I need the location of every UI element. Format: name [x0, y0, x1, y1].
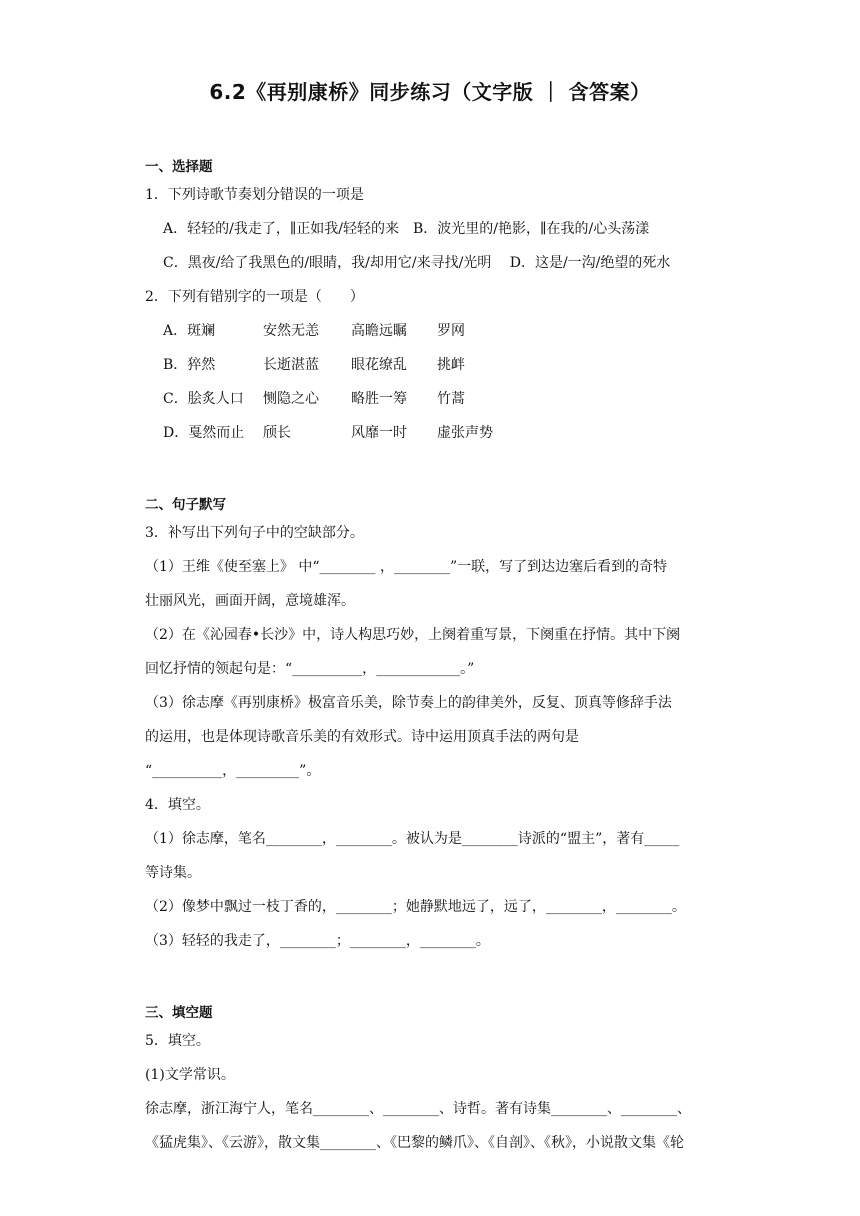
section-heading-fill-blank: 三、填空题	[145, 1005, 213, 1021]
question-2-option-b	[163, 356, 465, 374]
option-word: 挑衅	[437, 357, 465, 373]
question-4-line: 等诗集。	[145, 865, 201, 881]
option-word: 略胜一筹	[351, 391, 407, 407]
option-word: 虚张声势	[437, 425, 493, 441]
option-word: 眼花缭乱	[351, 357, 407, 373]
question-3-line: 的运用，也是体现诗歌音乐美的有效形式。诗中运用顶真手法的两句是	[145, 729, 579, 745]
question-3-line: 回忆抒情的领起句是：“__________，____________。”	[145, 661, 475, 677]
question-3-line: “__________，_________”。	[145, 763, 321, 779]
question-2-option-a	[163, 322, 465, 340]
question-3-line: （2）在《沁园春•长沙》中，诗人构思巧妙，上阕着重写景，下阕重在抒情。其中下阕	[145, 627, 681, 643]
question-4-line: （2）像梦中飘过一枝丁香的，________；她静默地远了，远了，________，________。	[145, 899, 686, 915]
question-3-line: （1）王维《使至塞上》 中“________ ，________”一联，写了到达边塞后看到的奇特	[145, 559, 668, 575]
option-word: 风靡一时	[351, 425, 407, 441]
question-2-option-d	[163, 424, 493, 442]
option-word: 恻隐之心	[263, 391, 319, 407]
option-word: A．斑斓	[163, 323, 216, 339]
section-heading-choice: 一、选择题	[145, 159, 213, 175]
option-word: 高瞻远瞩	[351, 323, 407, 339]
question-5-line: (1)文学常识。	[145, 1067, 235, 1083]
question-1-options-cd: C．黑夜/给了我黑色的/眼睛，我/却用它/来寻找/光明 D．这是/一沟/绝望的死水	[163, 255, 671, 271]
question-5-line: 徐志摩，浙江海宁人，笔名________、________、诗哲。著有诗集________、________、	[145, 1101, 691, 1117]
question-3-stem: 3．补写出下列句子中的空缺部分。	[145, 525, 364, 541]
option-word: D．戛然而止	[163, 425, 245, 441]
question-4-line: （1）徐志摩，笔名________，________。被认为是________诗派的“盟主”，著有_____	[145, 831, 680, 847]
question-4-stem: 4．填空。	[145, 797, 210, 813]
question-5-line: 《猛虎集》、《云游》，散文集________、《巴黎的鳞爪》、《自剖》、《秋》，小说散文集《轮	[145, 1135, 684, 1151]
question-2-option-c	[163, 390, 465, 408]
question-4-line: （3）轻轻的我走了，________；________，________。	[145, 933, 490, 949]
question-1-options-ab: A．轻轻的/我走了，∥正如我/轻轻的来 B．波光里的/艳影，∥在我的/心头荡漾	[163, 221, 650, 237]
option-word: C．脍炙人口	[163, 391, 244, 407]
document-title: 6.2《再别康桥》同步练习（文字版 ｜ 含答案）	[209, 80, 651, 104]
option-word: 颀长	[263, 425, 291, 441]
option-word: 罗网	[437, 323, 465, 339]
section-heading-dictation: 二、句子默写	[145, 497, 226, 513]
question-2-stem: 2．下列有错别字的一项是（ ）	[145, 289, 364, 305]
option-word: B．猝然	[163, 357, 216, 373]
question-3-line: 壮丽风光，画面开阔，意境雄浑。	[145, 593, 355, 609]
option-word: 竹蒿	[437, 391, 465, 407]
option-word: 长逝湛蓝	[263, 357, 319, 373]
question-3-line: （3）徐志摩《再别康桥》极富音乐美，除节奏上的韵律美外，反复、顶真等修辞手法	[145, 695, 672, 711]
question-1-stem: 1．下列诗歌节奏划分错误的一项是	[145, 187, 364, 203]
question-5-stem: 5．填空。	[145, 1033, 210, 1049]
option-word: 安然无恙	[263, 323, 319, 339]
